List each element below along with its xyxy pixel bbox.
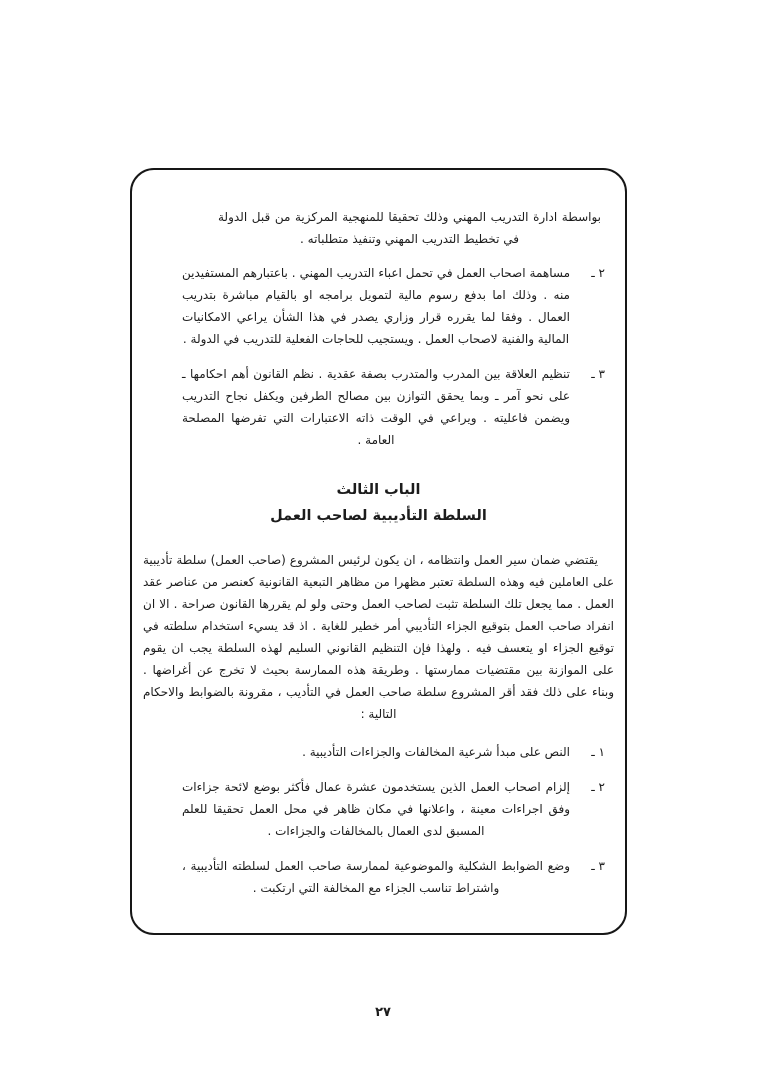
chapter-heading: [152, 477, 605, 529]
item-text: تنظيم العلاقة بين المدرب والمتدرب بصفة عقدية . نظم القانون أهم احكامها ـ على نحو آمر ـ وبما يحقق التوازن بين مصالح الطرفين ويكفل نجاح التدريب ويضمن فاعليته . ويراعي في الوقت ذاته الاعتبارات التي تفرضها المصلحة العامة .: [182, 367, 570, 447]
item-number: ٣ ـ: [591, 367, 605, 381]
list-item: [182, 776, 605, 842]
list-item: [182, 262, 605, 350]
item-text: مساهمة اصحاب العمل في تحمل اعباء التدريب المهني . باعتبارهم المستفيدين منه . وذلك اما بدفع رسوم مالية لتمويل برامجه او بالقيام مباشرة بتدريب العمال . وفقا لما يقرره قرار وزاري يصدر في هذا الشأن يراعي الامكانيات المالية والفنية لاصحاب العمل . ويستجيب للحاجات الفعلية للتدريب في الدولة .: [182, 266, 570, 346]
page-content: [132, 170, 625, 933]
list-item: [182, 741, 605, 763]
numbered-list-top: [152, 262, 605, 451]
page-number: ٢٧: [375, 1005, 391, 1020]
body-paragraph: يقتضي ضمان سير العمل وانتظامه ، ان يكون لرئيس المشروع (صاحب العمل) سلطة تأديبية على العاملين فيه وهذه السلطة تعتبر مظهرا من مظاهر التبعية القانونية كعنصر من عناصر عقد العمل . مما يجعل تلك السلطة تثبت لصاحب العمل وحتى ولو لم يقررها القانون صراحة . الا ان انفراد صاحب العمل بتوقيع الجزاء التأديبي أمر خطير للغاية . اذ قد يسيء استخدام سلطته في توقيع الجزاء او يتعسف فيه . ولهذا فإن التنظيم القانوني السليم لهذه السلطة يجب ان يقوم على الموازنة بين مقتضيات ممارستها . وطريقة هذه الممارسة بحيث لا تخرج عن أغراضها . وبناء على ذلك فقد أقر المشروع سلطة صاحب العمل في التأديب ، مقرونة بالضوابط والاحكام التالية :: [143, 553, 614, 721]
chapter-heading-line2: السلطة التأديبية لصاحب العمل: [270, 508, 487, 524]
item-number: ٢ ـ: [591, 266, 605, 280]
intro-continuation-paragraph: بواسطة ادارة التدريب المهني وذلك تحقيقا للمنهجية المركزية من قبل الدولة في تخطيط التدريب المهني وتنفيذ متطلباته .: [218, 210, 601, 246]
list-item: [182, 363, 605, 451]
item-text: وضع الضوابط الشكلية والموضوعية لممارسة صاحب العمل لسلطته التأديبية ، واشتراط تناسب الجزاء مع المخالفة التي ارتكبت .: [182, 859, 570, 895]
item-text: النص على مبدأ شرعية المخالفات والجزاءات التأديبية .: [302, 745, 570, 759]
chapter-heading-line1: الباب الثالث: [336, 482, 421, 498]
numbered-list-bottom: [152, 741, 605, 899]
item-number: ١ ـ: [591, 745, 605, 759]
item-text: إلزام اصحاب العمل الذين يستخدمون عشرة عمال فأكثر بوضع لائحة جزاءات وفق اجراءات معينة ، واعلانها في مكان ظاهر في محل العمل تحقيقا للعلم المسبق لدى العمال بالمخالفات والجزاءات .: [182, 780, 570, 838]
item-number: ٣ ـ: [591, 859, 605, 873]
list-item: [182, 855, 605, 899]
item-number: ٢ ـ: [591, 780, 605, 794]
